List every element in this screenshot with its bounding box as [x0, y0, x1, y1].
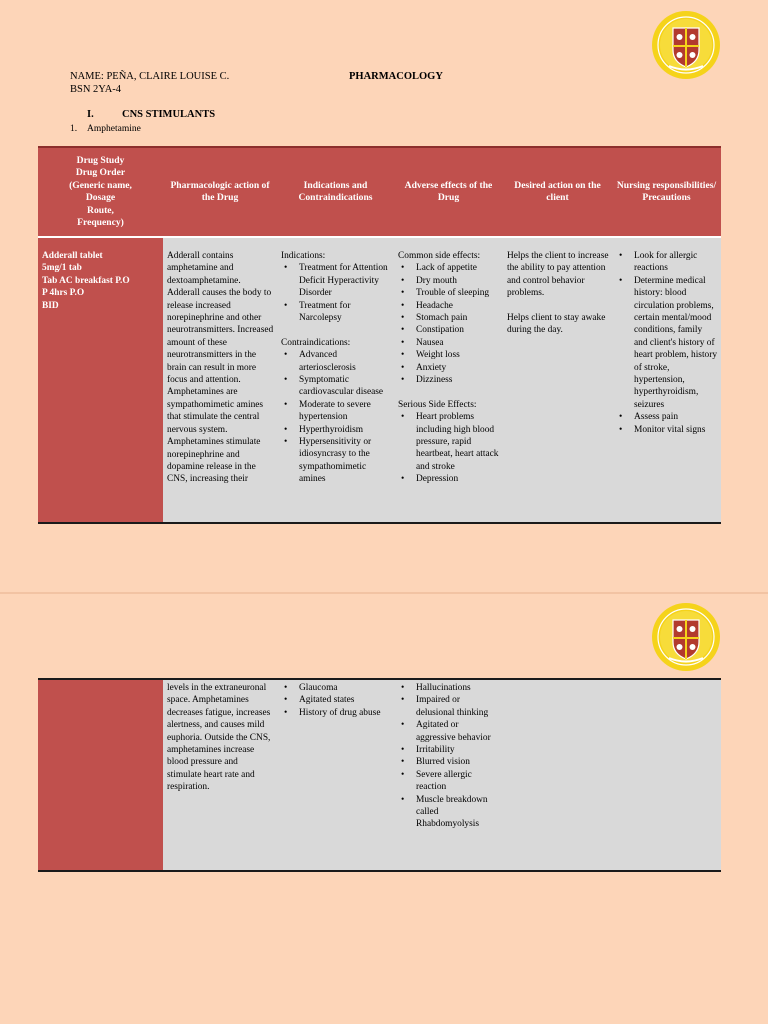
list-item: • Agitated or aggressive behavior — [398, 719, 500, 744]
list-item: • Dizziness — [398, 374, 500, 386]
header-adverse-effects: Adverse effects of the Drug — [404, 179, 493, 203]
header-drug-order-line: Drug Study — [76, 154, 125, 166]
header-drug-order — [38, 148, 163, 236]
list-item: • Monitor vital signs — [616, 424, 718, 436]
drug-order-line: Tab AC breakfast P.O — [42, 275, 130, 286]
nursing-list — [616, 250, 718, 436]
header-drug-order-text — [69, 155, 132, 230]
list-item: • Treatment for Narcolepsy — [281, 300, 391, 325]
common-effects-list — [398, 262, 500, 386]
student-name: NAME: PEÑA, CLAIRE LOUISE C. — [70, 71, 230, 82]
seal-graphic — [651, 10, 721, 80]
desired-action-text: Helps client to stay awake during the day. — [507, 313, 606, 336]
indications-label: Indications: — [281, 251, 326, 261]
list-item: • Muscle breakdown called Rhabdomyolysis — [398, 794, 500, 831]
header-drug-order-line: Drug Order — [75, 167, 126, 178]
section-title: CNS STIMULANTS — [122, 109, 216, 120]
seal-graphic — [651, 602, 721, 672]
list-item: • Assess pain — [616, 411, 718, 423]
list-item: • Irritability — [398, 744, 500, 756]
serious-effects-label: Serious Side Effects: — [398, 399, 477, 410]
pharmacologic-action-text: levels in the extraneuronal space. Amphetamines decreases fatigue, increases alertness, and causes mild euphoria. Outside the CNS, amphetamines increase blood pressure and stimulate heart rate and respiration. — [167, 683, 271, 793]
pharmacologic-action-cell — [163, 238, 277, 522]
subject-title: PHARMACOLOGY — [349, 71, 443, 82]
list-item: • Nausea — [398, 337, 500, 349]
table-header-row — [38, 146, 721, 238]
desired-action-text: Helps the client to increase the ability to pay attention and control behavior problems. — [507, 251, 609, 299]
list-item: • Hypersensitivity or idiosyncrasy to the sympathomimetic amines — [281, 436, 391, 486]
serious-effects-list — [398, 682, 500, 831]
drug-order-cell — [38, 238, 163, 522]
contraindications-label: Contraindications: — [281, 337, 351, 348]
adverse-effects-cell — [394, 680, 503, 870]
indications-cell — [277, 238, 394, 522]
pharmacologic-action-text: Adderall contains amphetamine and dextoamphetamine. Adderall causes the body to release increased norepinephrine and other neurotransmitters. Increased amount of these neurotransmitters in the brain can result in more focus and attention. Amphetamines are sympathomimetic amines that stimulate the central nervous system. Amphetamines stimulate norepinephrine and dopamine release in the CNS, increasing their — [167, 251, 274, 485]
table-row — [38, 680, 721, 872]
list-item: • Heart problems including high blood pressure, rapid heartbeat, heart attack and stroke — [398, 411, 500, 473]
item-title: Amphetamine — [87, 124, 141, 134]
header-nursing: Nursing responsibilities/ Precautions — [616, 179, 717, 203]
list-item: • Agitated states — [281, 694, 391, 706]
indications-list — [281, 262, 391, 324]
header-drug-order-line: Route, — [87, 204, 114, 216]
serious-effects-list — [398, 411, 500, 485]
list-item: • Anxiety — [398, 362, 500, 374]
list-item: • Severe allergic reaction — [398, 769, 500, 794]
table-row — [38, 238, 721, 524]
list-item: • Constipation — [398, 324, 500, 336]
header-drug-order-line: Frequency) — [77, 217, 124, 228]
list-item: • Blurred vision — [398, 756, 500, 768]
section-number: I. — [87, 109, 94, 120]
list-item: • Depression — [398, 473, 500, 485]
list-item: • Dry mouth — [398, 275, 500, 287]
header-indications: Indications and Contraindications — [298, 179, 373, 203]
list-item: • Advanced arteriosclerosis — [281, 349, 391, 374]
list-item: • Determine medical history: blood circulation problems, certain mental/mood conditions, family and client's history of heart problem, history of stroke, hypertension, hyperthyroidism, seizures — [616, 275, 718, 411]
list-item: • Treatment for Attention Deficit Hyperactivity Disorder — [281, 262, 391, 299]
header-drug-order-line: (Generic name, — [69, 179, 132, 191]
common-effects-label: Common side effects: — [398, 251, 481, 261]
list-item: • Symptomatic cardiovascular disease — [281, 374, 391, 399]
list-item: • Headache — [398, 300, 500, 312]
list-item: • Weight loss — [398, 349, 500, 361]
contraindications-list — [281, 349, 391, 485]
drug-study-table — [38, 146, 721, 524]
list-item: • Glaucoma — [281, 682, 391, 694]
page-divider — [0, 592, 768, 594]
desired-action-cell — [503, 680, 612, 870]
list-item: • Look for allergic reactions — [616, 250, 718, 275]
list-item: • Trouble of sleeping — [398, 287, 500, 299]
nursing-cell — [612, 238, 721, 522]
university-seal-icon — [651, 10, 721, 80]
nursing-cell — [612, 680, 721, 870]
contraindications-list — [281, 682, 391, 719]
desired-action-cell — [503, 238, 612, 522]
adverse-effects-cell — [394, 238, 503, 522]
list-item: • Hyperthyroidism — [281, 424, 391, 436]
university-seal-icon — [651, 602, 721, 672]
header-drug-order-line: Dosage — [85, 192, 116, 203]
list-item: • Hallucinations — [398, 682, 500, 694]
drug-study-table-continued — [38, 678, 721, 872]
list-item: • Moderate to severe hypertension — [281, 399, 391, 424]
drug-order-line: BID — [42, 300, 59, 311]
list-item: • Lack of appetite — [398, 262, 500, 274]
list-item: • History of drug abuse — [281, 707, 391, 719]
list-item: • Stomach pain — [398, 312, 500, 324]
drug-order-line: Adderall tablet — [42, 251, 103, 261]
student-section: BSN 2YA-4 — [70, 84, 122, 95]
indications-cell — [277, 680, 394, 870]
header-desired-action: Desired action on the client — [514, 179, 601, 203]
header-pharmacologic-action: Pharmacologic action of the Drug — [170, 179, 270, 203]
item-number: 1. — [70, 124, 78, 134]
drug-order-cell — [38, 680, 163, 870]
drug-order-line: 5mg/1 tab — [42, 263, 82, 274]
pharmacologic-action-cell — [163, 680, 277, 870]
drug-order-line: P 4hrs P.O — [42, 288, 85, 299]
list-item: • Impaired or delusional thinking — [398, 694, 500, 719]
